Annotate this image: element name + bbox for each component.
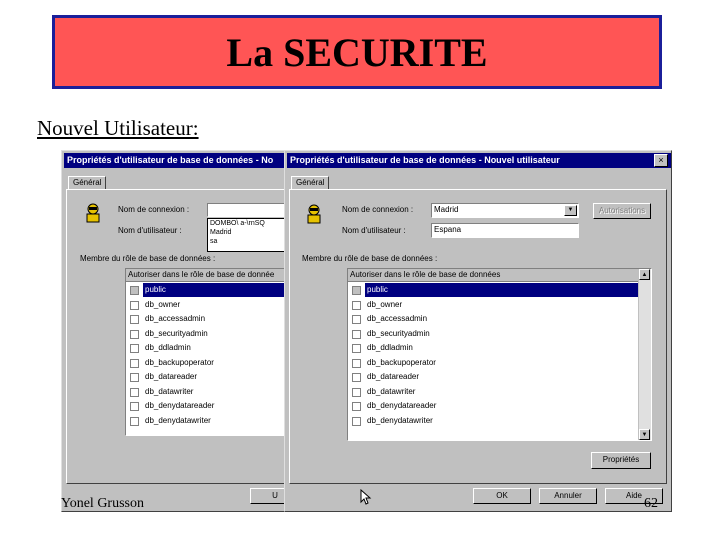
front-login-value: Madrid [434,205,459,214]
scroll-down-icon[interactable]: ▼ [639,429,650,440]
role-checkbox[interactable] [352,315,361,324]
front-members-label: Membre du rôle de base de données : [302,254,438,263]
role-checkbox[interactable] [352,344,361,353]
ok-button[interactable]: OK [473,488,531,504]
role-label: db_owner [145,299,181,309]
role-label: db_accessadmin [145,314,206,323]
roles-scrollbar[interactable] [638,269,651,440]
mouse-cursor-icon [360,489,372,505]
role-label: db_backupoperator [367,357,436,367]
role-label: db_ddladmin [145,343,191,352]
login-option[interactable]: Madrid [210,229,232,236]
role-label: public [143,283,285,297]
back-login-dropdown-list[interactable] [207,218,285,252]
role-row[interactable] [126,312,285,326]
back-dialog [61,150,285,512]
cancel-button[interactable]: Annuler [539,488,597,504]
back-username-label: Nom d'utilisateur : [118,226,182,235]
role-row[interactable] [348,370,651,384]
role-label: db_denydatareader [367,401,437,410]
role-checkbox[interactable] [352,417,361,426]
role-row[interactable] [348,399,651,413]
role-checkbox[interactable] [130,301,139,310]
role-row[interactable] [126,341,285,355]
role-row[interactable] [348,341,651,355]
role-row[interactable] [126,283,285,297]
role-label: db_denydatawriter [145,415,211,425]
footer-page-number: 62 [644,496,658,511]
role-row[interactable] [348,385,651,399]
role-row[interactable] [126,385,285,399]
role-checkbox[interactable] [130,402,139,411]
role-checkbox[interactable] [130,359,139,368]
front-roles-list[interactable] [347,268,652,441]
slide-title: La SECURITE [52,15,662,89]
front-dialog [284,150,672,512]
role-label: db_denydatareader [145,401,215,410]
role-checkbox[interactable] [352,330,361,339]
back-roles-list[interactable] [125,268,285,436]
properties-button[interactable]: Propriétés [591,452,651,469]
role-label: db_securityadmin [367,328,430,338]
front-roles-list-header: Autoriser dans le rôle de base de données [348,269,639,282]
role-row[interactable] [126,414,285,428]
role-label: db_datawriter [145,386,194,396]
role-row[interactable] [126,298,285,312]
scroll-up-icon[interactable]: ▲ [639,269,650,280]
role-label: db_datareader [367,372,420,381]
role-label: public [365,283,652,297]
back-roles-list-header: Autoriser dans le rôle de base de donnée [126,269,285,282]
login-option[interactable]: DOMBO\ a-\rnSQ [210,220,265,227]
role-checkbox[interactable] [130,330,139,339]
front-username-input[interactable]: Espana [431,223,579,238]
login-option[interactable]: sa [210,238,218,245]
role-checkbox[interactable] [352,402,361,411]
role-row[interactable] [348,356,651,370]
role-row[interactable] [126,356,285,370]
role-checkbox[interactable] [130,315,139,324]
back-members-label: Membre du rôle de base de données : [80,254,216,263]
permissions-button[interactable]: Autorisations [593,203,651,219]
footer-author: Yonel Grusson [61,496,144,511]
front-login-label: Nom de connexion : [342,205,414,214]
role-row[interactable] [348,312,651,326]
role-checkbox[interactable] [352,359,361,368]
role-row[interactable] [348,414,651,428]
role-checkbox[interactable] [352,301,361,310]
role-row[interactable] [126,370,285,384]
role-checkbox[interactable] [130,417,139,426]
role-checkbox[interactable] [352,388,361,397]
role-row[interactable] [126,399,285,413]
role-row[interactable] [348,298,651,312]
user-icon [305,204,323,224]
front-username-label: Nom d'utilisateur : [342,226,406,235]
front-tab-general[interactable]: Général [291,176,329,189]
role-label: db_backupoperator [145,357,214,367]
role-checkbox[interactable] [130,373,139,382]
role-checkbox[interactable] [130,388,139,397]
role-checkbox[interactable] [130,286,139,295]
role-label: db_denydatawriter [367,415,433,425]
role-label: db_securityadmin [145,328,208,338]
back-login-field[interactable] [207,203,285,217]
back-tab-general[interactable]: Général [68,176,106,189]
role-checkbox[interactable] [352,286,361,295]
role-checkbox[interactable] [130,344,139,353]
role-label: db_accessadmin [367,314,428,323]
user-icon [84,203,102,223]
role-label: db_datawriter [367,386,416,396]
front-dialog-titlebar: Propriétés d'utilisateur de base de données - Nouvel utilisateur [287,153,672,168]
role-label: db_owner [367,299,403,309]
role-row[interactable] [126,327,285,341]
back-ok-button[interactable]: U [250,488,285,504]
role-label: db_datareader [145,372,198,381]
role-label: db_ddladmin [367,343,413,352]
role-row[interactable] [348,327,651,341]
slide-subtitle: Nouvel Utilisateur: [37,116,199,140]
close-icon[interactable]: × [654,154,668,167]
back-login-label: Nom de connexion : [118,205,190,214]
role-row[interactable] [348,283,651,297]
front-login-select[interactable] [431,203,579,218]
role-checkbox[interactable] [352,373,361,382]
dropdown-arrow-icon[interactable]: ▼ [564,205,577,216]
help-button[interactable]: Aide [605,488,663,504]
back-dialog-titlebar: Propriétés d'utilisateur de base de données - No [64,153,285,168]
